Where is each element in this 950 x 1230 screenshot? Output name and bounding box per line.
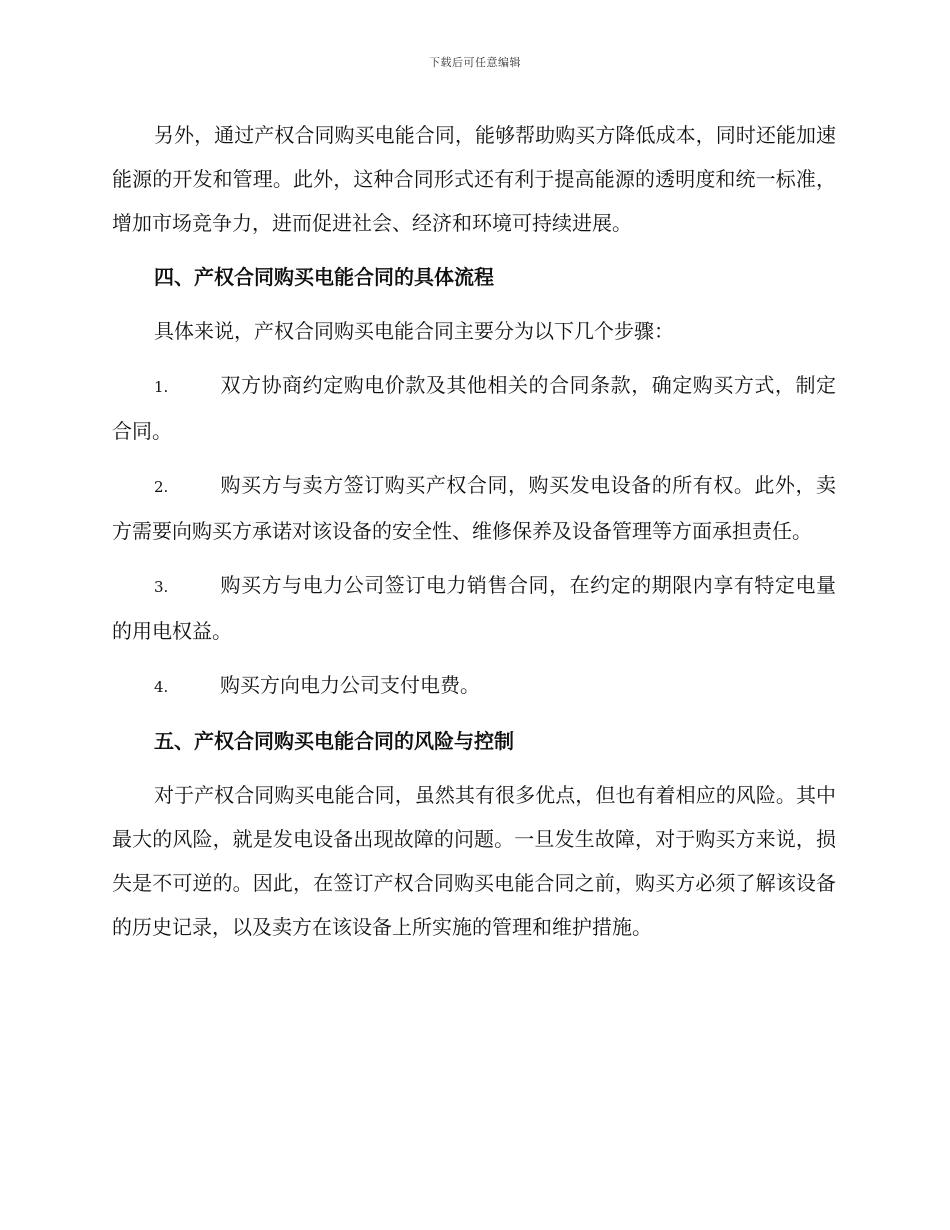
step-number: 2. [154, 478, 169, 496]
step-number: 3. [154, 578, 169, 596]
step-text: 购买方向电力公司支付电费。 [220, 673, 480, 697]
step-item [112, 663, 836, 709]
step-text: 购买方与卖方签订购买产权合同，购买发电设备的所有权。此外，卖方需要向购买方承诺对该设备的安全性、维修保养及设备管理等方面承担责任。 [112, 473, 836, 543]
page-header: 下载后可任意编辑 [429, 56, 521, 69]
document-body [112, 113, 836, 959]
step-text: 购买方与电力公司签订电力销售合同，在约定的期限内享有特定电量的用电权益。 [112, 573, 836, 643]
step-text: 双方协商约定购电价款及其他相关的合同条款，确定购买方式，制定合同。 [112, 373, 836, 443]
step-item [112, 363, 836, 453]
step-item [112, 563, 836, 653]
section-heading-risk: 五、产权合同购买电能合同的风险与控制 [154, 729, 514, 753]
step-item [112, 463, 836, 553]
section-heading-process: 四、产权合同购买电能合同的具体流程 [154, 265, 494, 289]
paragraph-process-intro: 具体来说，产权合同购买电能合同主要分为以下几个步骤： [154, 319, 674, 343]
step-number: 4. [154, 678, 169, 696]
step-number: 1. [154, 378, 169, 396]
paragraph-benefits: 另外，通过产权合同购买电能合同，能够帮助购买方降低成本，同时还能加速能源的开发和管理。此外，这种合同形式还有利于提高能源的透明度和统一标准，增加市场竞争力，进而促进社会、经济和环境可持续进展。 [112, 123, 836, 235]
paragraph-risk: 对于产权合同购买电能合同，虽然其有很多优点，但也有着相应的风险。其中最大的风险，就是发电设备出现故障的问题。一旦发生故障，对于购买方来说，损失是不可逆的。因此，在签订产权合同购买电能合同之前，购买方必须了解该设备的历史记录，以及卖方在该设备上所实施的管理和维护措施。 [112, 783, 836, 939]
